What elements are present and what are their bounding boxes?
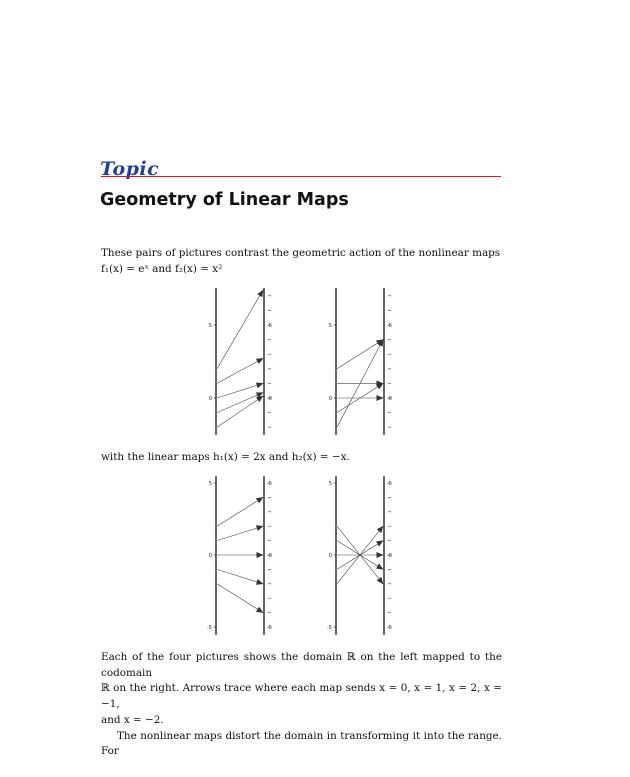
map-arrow [217, 396, 263, 427]
section-title: Geometry of Linear Maps [100, 190, 349, 210]
figure-h1 [200, 474, 280, 638]
map-arrow [337, 340, 383, 369]
intro-line-1: These pairs of pictures contrast the geometric action of the nonlinear maps [101, 247, 501, 259]
intro-paragraph [101, 246, 502, 277]
map-arrow [217, 358, 263, 383]
domain-tick-label: 5 [328, 323, 332, 329]
map-arrow [217, 569, 263, 583]
domain-tick-label: 0 [328, 396, 332, 402]
caption-line-2: ℝ on the right. Arrows trace where each map sends x = 0, x = 1, x = 2, x = −1, [101, 682, 502, 711]
middle-line: with the linear maps h₁(x) = 2x and h₂(x) = −x. [101, 451, 350, 463]
topic-rule [101, 176, 501, 177]
codomain-tick-label: -0 [387, 396, 392, 402]
middle-paragraph [101, 450, 502, 466]
map-arrow [217, 584, 263, 613]
domain-tick-label: 5 [208, 481, 212, 487]
figure-h2 [320, 474, 400, 638]
codomain-tick-label: -0 [267, 396, 272, 402]
codomain-tick-label: -5 [387, 323, 392, 329]
domain-tick-label: 5 [328, 481, 332, 487]
domain-tick-label: 0 [208, 396, 212, 402]
caption-line-3: and x = −2. [101, 713, 164, 726]
last-line: The nonlinear maps distort the domain in transforming it into the range. For [101, 729, 502, 758]
map-arrow [217, 497, 263, 526]
domain-tick-label: 5 [208, 323, 212, 329]
domain-tick-label: -5 [327, 625, 332, 631]
map-arrow [217, 526, 263, 540]
caption-line-1: Each of the four pictures shows the domain ℝ on the left mapped to the codomain [101, 651, 502, 679]
codomain-tick-label: -0 [267, 553, 272, 559]
codomain-tick-label: -5 [267, 323, 272, 329]
codomain-tick-label: -0 [387, 553, 392, 559]
intro-line-2: f₁(x) = eˣ and f₂(x) = x² [101, 262, 223, 275]
codomain-tick-label: -5 [387, 481, 392, 487]
codomain-tick-label: -5 [267, 625, 272, 631]
domain-tick-label: 0 [208, 553, 212, 559]
topic-label: Topic [100, 158, 160, 180]
figure-f1 [200, 286, 280, 436]
codomain-tick-label: -5 [267, 481, 272, 487]
map-arrow [217, 290, 263, 369]
codomain-tick-label: -5 [387, 625, 392, 631]
figure-f2 [320, 286, 400, 436]
domain-tick-label: 0 [328, 553, 332, 559]
caption-paragraph [101, 650, 502, 760]
domain-tick-label: -5 [207, 625, 212, 631]
